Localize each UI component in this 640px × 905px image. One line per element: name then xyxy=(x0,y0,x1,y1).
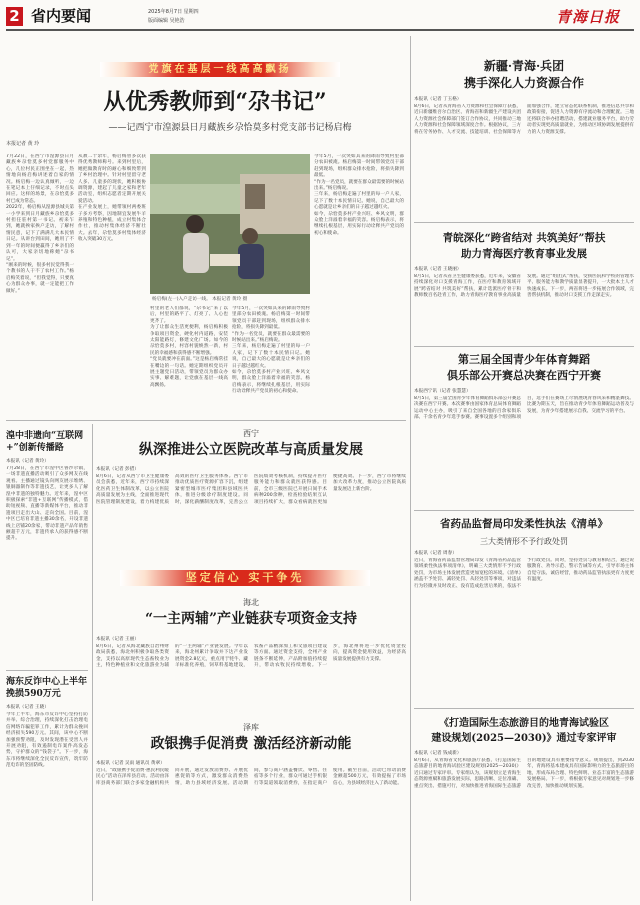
right-rule-1 xyxy=(414,222,634,223)
feature-title: 从优秀教师到“尕书记” xyxy=(103,89,327,115)
feature-bottom-rule xyxy=(6,420,406,421)
tourism-byline: 本报讯（记者 钱成新） xyxy=(414,751,462,756)
newspaper-logo: 青海日报 xyxy=(556,8,621,26)
haibei-byline: 本报讯（记者 王丽） xyxy=(96,637,139,642)
zeku-title: 政银携手促消费 激活经济新动能 xyxy=(150,736,352,752)
heritage-title: 湟中非遗向“互联网+”创新传播路 xyxy=(6,431,84,453)
xining-byline: 本报讯（记者 彭措） xyxy=(96,467,139,472)
haibei-title: “一主两辅”产业链获专项资金支持 xyxy=(144,611,358,627)
drug-title: 省药品监督局印发柔性执法《清单》 xyxy=(440,518,608,530)
zeku-byline: 本报讯（记者 吴雨 通讯员 黄翠） xyxy=(96,761,165,766)
feature-banner: 党旗在基层一线高高飘扬 xyxy=(100,62,340,77)
right-rule-4 xyxy=(414,708,634,709)
antifraud-title: 海东反诈中心上半年挽损590万元 xyxy=(6,677,88,699)
tourism-body: 8月6日，从青海省文化和旅游厅获悉，《打造国际生态旅游目的地青海试验区建设规划(2025—2030)》近日通过专家评审。专家组认为，该规划立足青海生态资源禀赋和旅游发展实际，思路清晰、定位准确、重点突出、措施可行，对加快推进青海国际生态旅游目的地建设具有重要指导意义。规划提出，到2030年，青海将基本建成具有国际影响力的生态旅游目的地，形成布局合理、特色鲜明、业态丰富的生态旅游发展格局。下一步，将根据专家意见对规划进一步修改完善，加快推动规划实施。 xyxy=(414,758,634,789)
antifraud-body: 今年上半年，海东市反诈中心坚持打防并举、综合治理，持续深化打击治理电信网络诈骗犯罪工作，累计为群众挽回经济损失590万元。其间，该中心不断加强预警劝阻，及时发现潜在受害人并开展劝阻，有效遏制电诈案件高发态势，守护群众的“钱袋子”。下一步，海东市将继续深化全民反诈宣传，筑牢防范电诈的坚固防线。 xyxy=(6,712,88,769)
dance-body: 8月5日，第三届全国青少年体育舞蹈俱乐部公开赛总决赛在西宁开赛。本次赛事由国家体育总局体育舞蹈运动中心主办，吸引了来自全国各地的百余家俱乐部、千余名青少年选手参赛。赛事设置多个组别和项目，选手们在赛场上尽情展现青春风采和精湛舞技。比赛为期五天，旨在推动青少年体育舞蹈运动普及与发展，为青少年搭建展示自我、交流学习的平台。 xyxy=(414,396,634,421)
drug-body: 近日，青海省药品监督管理局印发《青海省药品监管领域柔性执法事项清单》，明确三大类情形不予行政处罚，为市场主体发展营造更加宽松的环境。《清单》涵盖不予处罚、减轻处罚、从轻处罚等事项，对违法行为轻微并及时改正、没有造成危害后果的，依法不予行政处罚。同时，坚持处罚与教育相结合，通过说服教育、劝导示范、警示告诫等方式，引导市场主体自觉守法、诚信经营，推动药品监管执法更有力度更有温度。 xyxy=(414,558,634,589)
anhui-title: 青皖深化“跨省结对 共筑美好”帮扶 助力青海医疗教育事业发展 xyxy=(442,232,606,260)
anhui-body: 8月5日，记者从省卫生健康委获悉，近年来，安徽省持续深化对口支援青海工作，在医疗和教育领域开展“跨省结对 共筑美好”帮扶，累计选派医疗骨干和教师数百名赴青工作，助力青海医疗教育事业高质量发展。通过“组团式”帮扶，受援医院和学校的管理水平、服务能力和教学质量显著提升，一大批本土人才快速成长。下一步，两省将进一步拓展合作领域，完善帮扶机制，推动对口支援工作走深走实。 xyxy=(414,274,634,299)
feature-body-col3: 村里的老人们都说，“尕书记”来了以后，村里的路平了、灯亮了、人心也更齐了。 为了让群众生活更便利，杨启梅积极争取项目资金，硬化村内道路，安装太阳能路灯，修建文化广场。如今的尕恰莫多村，村容村貌焕然一新，村民的幸福感和获得感不断增强。 “党员就要冲在前面。”这是杨启梅常挂在嘴边的一句话。她定期组织党员开展主题党日活动，带领党员为群众办实事、解难题，让党旗在基层一线高高飘扬。 xyxy=(150,306,228,388)
feature-body-col1: 7月22日，在西宁市湟源县日月藏族乡尕恰莫多村党群服务中心，几位村民正围坐在一起，热情地向杨启梅讲述着自家的情况。杨启梅一边认真倾听，一边在笔记本上仔细记录，不时点头回应。这样的场景，在尕恰莫多村已成为常态。 2022年，杨启梅从湟源县城关第一小学来到日月藏族乡尕恰莫多村担任驻村第一书记。初来乍到，她就挨家挨户走访，了解村情民意，记下了满满几大本民情日记。从讲台到田间，她用了不到一年的时间便赢得了乡亲们的认可，大家亲切地称她“尕书记”。 “刚来的时候，很多村民觉得我一个教书的人干不了农村工作。”杨启梅笑着说，“但我觉得，只要真心为群众办事，就一定能把工作做好。” xyxy=(6,154,74,294)
haibei-place-label: 海北 xyxy=(243,598,259,607)
page-number-badge: 2 xyxy=(6,7,23,26)
cooperation-body: 8月6日，记者从青海省人力资源和社会保障厅获悉，近日新疆维吾尔自治区、青海省和新疆生产建设兵团人力资源社会保障部门签订合作协议，共同推动三地人力资源和社会保障领域深度合作。根据协议，三方将在劳务协作、人才交流、技能培训、社会保障等方面加强合作，建立常态化联系机制，推进信息共享和政策衔接，促进人力资源有序流动和合理配置。三地还将联合举办招聘活动，搭建就业服务平台，助力劳动者实现更高质量就业，为推动区域协调发展提供有力的人力资源支撑。 xyxy=(414,104,634,135)
zeku-place-label: 泽库 xyxy=(243,723,259,732)
zeku-body: 近日，“政银携手促消费·惠民利民暖民心”活动在泽库县启动。活动由泽库县商务部门联合多家金融机构共同开展，通过发放消费券、开展优惠促销等方式，激发群众消费热情，助力县域经济发展。活动期间，参与商户涵盖餐饮、零售、住宿等多个行业，群众可通过手机银行等渠道领取消费券，在指定商户使用。截至目前，活动已带动消费金额超500万元，有效提振了市场信心，为县域经济注入了新动能。 xyxy=(96,768,406,786)
photo-caption: 杨启梅(左一)入户走访一线。 本报记者 黄玲 摄 xyxy=(152,297,248,302)
photo-village-visit-icon xyxy=(150,154,310,294)
anhui-byline: 本报讯（记者 王晓丽） xyxy=(414,267,462,272)
cooperation-byline: 本报讯（记者 丁玉格） xyxy=(414,97,462,102)
xining-body: 8月6日，记者从西宁市卫生健康委员会获悉，近年来，西宁市持续深化医药卫生体制改革，以公立医院高质量发展为主线，全面推进现代医院管理制度建设，着力构建优质高效的医疗卫生服务体系。西宁市推动优质医疗资源扩容下沉，组建紧密型城市医疗集团和县域医共体，推进分级诊疗制度建设。同时，深化薪酬制度改革，完善公立医院绩效考核机制，持续提升医疗服务能力和群众就医获得感。目前，全市三级医院已开展日间手术病种200余种，检查检验结果互认项目持续扩大，群众看病就医更加便捷高效。下一步，西宁市将继续加大改革力度，推动公立医院高质量发展迈上新台阶。 xyxy=(96,474,406,505)
drug-byline: 本报讯（记者 周春） xyxy=(414,551,457,556)
secondary-banner: 坚定信心 实干争先 xyxy=(120,570,370,586)
antifraud-byline: 本报讯（记者 王晓） xyxy=(6,705,49,710)
tourism-title: 《打造国际生态旅游目的地青海试验区 建设规划(2025—2030)》通过专家评审 xyxy=(431,718,617,744)
feature-subtitle: ——记西宁市湟源县日月藏族乡尕恰莫多村党支部书记杨启梅 xyxy=(108,123,352,133)
page-editor: 版面编辑 吴艳浩 xyxy=(148,18,185,24)
drug-subtitle: 三大类情形不予行政处罚 xyxy=(480,537,568,546)
masthead-rule xyxy=(6,29,634,31)
dance-byline: 本报西宁讯（记者 张慧慧） xyxy=(414,389,471,394)
left-narrow-divider xyxy=(92,424,93,901)
feature-byline: 本报记者 黄 玲 xyxy=(6,141,40,147)
xining-title: 纵深推进公立医院改革与高质量发展 xyxy=(139,442,363,458)
section-title: 省内要闻 xyxy=(31,7,92,25)
cooperation-title: 新疆·青海·兵团 携手深化人力资源合作 xyxy=(463,59,584,90)
right-rule-2 xyxy=(414,346,634,347)
feature-body-col5: 今年5月，一次突如其来的降雨导致村里部分农田被淹。杨启梅第一时间带领党员干部赶到现场，组织群众排水抢险，将损失降到最低。 “作为一名党员，就要在群众最需要的时候站出来。”杨启梅说。 三年来，杨启梅走遍了村里的每一户人家，记下了数十本民情日记。她说，自己最大的心愿就是让乡亲们的日子越过越红火。 如今，尕恰莫多村产业兴旺、乡风文明，群众脸上洋溢着幸福的笑容。杨启梅表示，将继续扎根基层，用实际行动诠释共产党员的初心和使命。 xyxy=(314,154,404,236)
right-rule-3 xyxy=(414,510,634,511)
column-divider xyxy=(410,36,411,901)
issue-date: 2025年8月7日 星期四 xyxy=(148,9,199,15)
feature-body-col4: 今年5月，一次突如其来的降雨导致村里部分农田被淹。杨启梅第一时间带领党员干部赶到现场，组织群众排水抢险，将损失降到最低。 “作为一名党员，就要在群众最需要的时候站出来。”杨启梅说。 三年来，杨启梅走遍了村里的每一户人家，记下了数十本民情日记。她说，自己最大的心愿就是让乡亲们的日子越过越红火。 如今，尕恰莫多村产业兴旺、乡风文明，群众脸上洋溢着幸福的笑容。杨启梅表示，将继续扎根基层，用实际行动诠释共产党员的初心和使命。 xyxy=(232,306,310,395)
heritage-body: 7月28日，在西宁市湟中区鲁沙尔镇，一场非遗直播活动吸引了众多网友在线观看。主播通过镜头向网友展示堆绣、银铜器制作等非遗技艺，让更多人了解湟中非遗的独特魅力。近年来，湟中区积极探索“非遗+互联网”传播模式，借助短视频、直播等新媒体平台，推动非遗项目走出大山、走向全国。目前，湟中区已培育非遗主播30余名，开设非遗线上店铺20余家，带动非遗产品年销售额超千万元，非遗传承人的获得感不断提升。 xyxy=(6,466,88,542)
feature-body-col2: 从教二十余年，杨启梅曾多次获得优秀教师称号。来到村里后，她把做教育时的耐心和细致带到了乡村治理中。针对村里留守老人多、儿童多的现状，她积极协调资源，建起了儿童之家和老年活动室，组织志愿者定期开展关爱活动。 在产业发展上，她带领村两委班子多方考察，因地制宜发展牛羊养殖和特色种植，成立村集体合作社，推动村集体经济不断壮大。去年，尕恰莫多村集体经济收入突破30万元。 xyxy=(78,154,146,243)
dance-title: 第三届全国青少年体育舞蹈 俱乐部公开赛总决赛在西宁开赛 xyxy=(447,353,601,382)
xining-place-label: 西宁 xyxy=(243,429,259,438)
left-col-rule xyxy=(6,670,88,671)
heritage-byline: 本报讯（记者 黄玲） xyxy=(6,459,49,464)
feature-photo xyxy=(150,154,310,294)
haibei-body: 8月6日，记者从海北藏族自治州财政局获悉，海北州积极争取各类资金，支持以高原现代生态畜牧业为主，特色种植业和文化旅游业为辅的“一主两辅”产业链发展。今年以来，海北州累计争取并下达产业发展资金2.8亿元，重点用于牦牛、藏羊标准化养殖，饲草料基地建设，农畜产品精深加工和文旅项目建设等方面。通过资金支持，全州产业链条不断延伸，产品附加值持续提升，带动农牧民持续增收。下一步，海北州将进一步优化资金投向，提高资金使用效益，为经济高质量发展提供有力支撑。 xyxy=(96,644,406,669)
